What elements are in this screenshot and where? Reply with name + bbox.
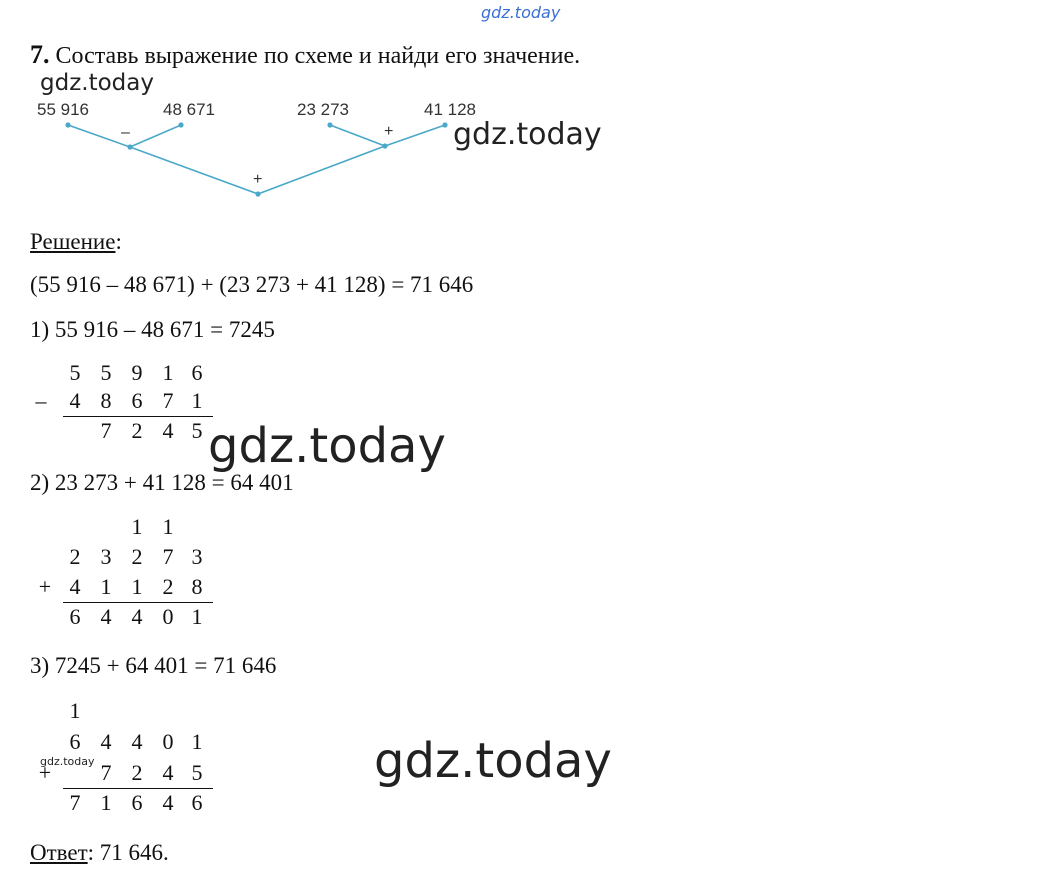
scheme-line: [130, 125, 181, 147]
answer-value: : 71 646.: [87, 840, 169, 865]
column-digit: 4: [162, 760, 174, 785]
solution-label-suffix: :: [115, 229, 122, 254]
task-text: Составь выражение по схеме и найди его значение.: [55, 43, 581, 69]
column-digit: 2: [162, 574, 174, 599]
column-digit: 4: [162, 790, 174, 815]
watermark-large-1: gdz.today: [208, 418, 446, 474]
column-sign: –: [35, 388, 47, 413]
column-carry: 1: [131, 514, 143, 539]
step-3: 3) 7245 + 64 401 = 71 646: [30, 653, 277, 678]
column-subtraction: [30, 360, 210, 450]
column-digit: 7: [100, 760, 112, 785]
column-digit: 6: [131, 790, 143, 815]
column-rule: [63, 602, 213, 603]
column-rule: [63, 416, 213, 417]
scheme-node: [327, 122, 332, 127]
column-digit: 6: [131, 388, 143, 413]
column-digit: 3: [100, 544, 112, 569]
step-2: 2) 23 273 + 41 128 = 64 401: [30, 470, 294, 495]
column-digit: 4: [162, 418, 174, 443]
column-digit: 1: [191, 604, 203, 629]
scheme-node: [255, 191, 260, 196]
watermark-medium: gdz.today: [453, 117, 602, 152]
column-digit: 1: [162, 360, 174, 385]
column-digit: 0: [162, 729, 174, 754]
solution-label-text: Решение: [30, 229, 116, 254]
column-sign: +: [38, 760, 52, 785]
column-digit: 7: [100, 418, 112, 443]
watermark-small: gdz.today: [40, 70, 154, 96]
column-digit: 2: [131, 418, 143, 443]
column-digit: 7: [162, 544, 174, 569]
task-number: 7.: [30, 40, 50, 69]
scheme-node: [382, 143, 387, 148]
column-addition-1: [30, 514, 210, 634]
scheme-line: [330, 125, 385, 146]
column-digit: 7: [69, 790, 81, 815]
column-digit: 4: [100, 604, 112, 629]
column-digit: 1: [100, 790, 112, 815]
scheme-op-plus: +: [253, 171, 263, 188]
column-carry: 1: [69, 698, 81, 723]
column-digit: 6: [191, 360, 203, 385]
column-digit: 9: [131, 360, 143, 385]
column-digit: 4: [131, 729, 143, 754]
scheme-node: [65, 122, 70, 127]
solution-label: [30, 229, 122, 255]
column-digit: 2: [131, 760, 143, 785]
scheme-value: 23 273: [297, 100, 349, 119]
column-digit: 2: [69, 544, 81, 569]
scheme-node: [442, 122, 447, 127]
watermark-tiny: gdz.today: [40, 755, 95, 768]
scheme-line: [258, 146, 385, 194]
column-digit: 3: [191, 544, 203, 569]
scheme-node: [178, 122, 183, 127]
column-digit: 4: [131, 604, 143, 629]
column-digit: 8: [191, 574, 203, 599]
scheme-op-plus: +: [384, 123, 394, 140]
column-addition-2: [30, 698, 210, 818]
column-digit: 6: [191, 790, 203, 815]
column-digit: 4: [69, 388, 81, 413]
scheme-diagram: [30, 94, 500, 209]
column-digit: 6: [69, 729, 81, 754]
column-digit: 7: [162, 388, 174, 413]
scheme-line: [385, 125, 445, 146]
scheme-line: [130, 147, 258, 194]
column-digit: 1: [131, 574, 143, 599]
column-digit: 1: [100, 574, 112, 599]
step-1: 1) 55 916 – 48 671 = 7245: [30, 317, 275, 342]
column-digit: 5: [191, 760, 203, 785]
solution-expression: (55 916 – 48 671) + (23 273 + 41 128) = 71 646: [30, 272, 474, 297]
column-digit: 5: [69, 360, 81, 385]
answer-label: Ответ: [30, 840, 88, 865]
scheme-value: 41 128: [424, 100, 476, 119]
column-digit: 4: [69, 574, 81, 599]
watermark-top: gdz.today: [481, 3, 561, 22]
answer: [30, 840, 169, 866]
column-digit: 6: [69, 604, 81, 629]
column-sign: +: [38, 574, 52, 599]
scheme-value: 55 916: [37, 100, 89, 119]
column-rule: [63, 788, 213, 789]
watermark-large-2: gdz.today: [374, 733, 612, 789]
scheme-op-minus: –: [121, 124, 130, 141]
column-digit: 8: [100, 388, 112, 413]
scheme-value: 48 671: [163, 100, 215, 119]
task-title: [30, 40, 580, 70]
column-digit: 1: [191, 729, 203, 754]
column-digit: 4: [100, 729, 112, 754]
column-digit: 5: [191, 418, 203, 443]
scheme-node: [127, 144, 132, 149]
column-digit: 5: [100, 360, 112, 385]
column-digit: 1: [191, 388, 203, 413]
column-carry: 1: [162, 514, 174, 539]
column-digit: 2: [131, 544, 143, 569]
column-digit: 0: [162, 604, 174, 629]
